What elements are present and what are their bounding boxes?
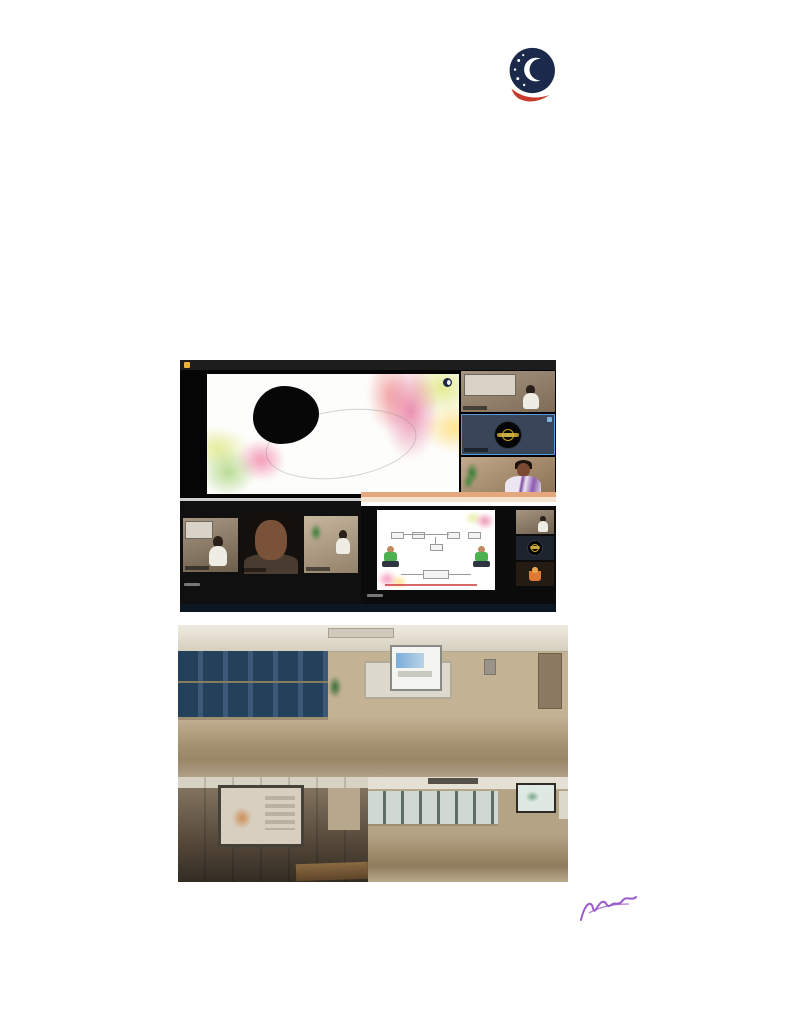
participant-tiles-small [516,510,554,590]
projector-screen [390,645,442,691]
ceiling [178,625,568,652]
slide-footnote [385,584,477,586]
plant [326,675,344,705]
video-thumbnail-room [183,518,238,572]
browser-address-bar [361,502,556,506]
participant-nametag [463,406,487,410]
participant-tiles [460,370,556,498]
university-emblem-icon [495,422,521,448]
stamp-name-line [497,947,757,950]
communication-slide [377,510,495,590]
plant [463,461,481,491]
diagram-box [468,532,481,539]
whiteboard [559,791,568,819]
avatar [529,567,541,581]
person-figure [336,530,350,554]
classroom-photo-screen-view [178,777,368,882]
taskbar [180,604,556,612]
person-figure [473,546,490,569]
participant-video-room [461,371,555,412]
meeting-window-titlebar [180,360,556,370]
title-slide [207,374,459,494]
pin-icon [547,417,552,422]
person-figure [382,546,399,569]
participant-nametag [464,448,488,452]
video-thumbnail-presenter [304,516,358,573]
classroom-photo-wide [178,625,568,777]
app-icon [184,362,190,368]
institute-logo [506,44,702,108]
crescent-logo-icon [506,46,564,104]
table [296,862,368,882]
signature [575,893,645,927]
stamp-line [497,947,757,950]
diagram-box [430,544,443,551]
windows [368,791,498,826]
projector-screen [464,374,516,396]
plant [308,522,324,548]
shared-screen-window [361,492,556,604]
projector-screen [218,785,304,847]
person-figure [255,520,287,560]
meeting-clock [367,594,383,597]
person-figure [209,536,227,566]
stamp-line [497,947,757,950]
university-emblem-icon [528,541,542,555]
person-figure [523,385,539,409]
crescent-logo-icon [443,378,452,387]
video-thumbnail-closeup [240,512,302,574]
participant-video-logo [516,536,554,560]
stamp-line [497,947,757,950]
participant-video-room [516,510,554,534]
window-edge [180,498,361,501]
office-stamp [497,947,757,950]
meeting-filmstrip-window [180,498,361,604]
door [538,653,562,709]
stamp-line [497,947,757,950]
classroom-photo-collage [178,625,568,882]
virtual-meeting-screenshot [180,360,556,612]
feedback-box [423,570,449,579]
participant-video-logo [461,414,555,455]
projector-screen [516,783,556,813]
meeting-stage [180,370,459,498]
classroom-photo-rear-view [368,777,568,882]
participant-video-avatar [516,562,554,586]
wall-speaker [484,659,496,675]
meeting-clock [184,583,200,586]
slide-crescent-logo [443,378,453,387]
window-blinds [178,651,328,720]
